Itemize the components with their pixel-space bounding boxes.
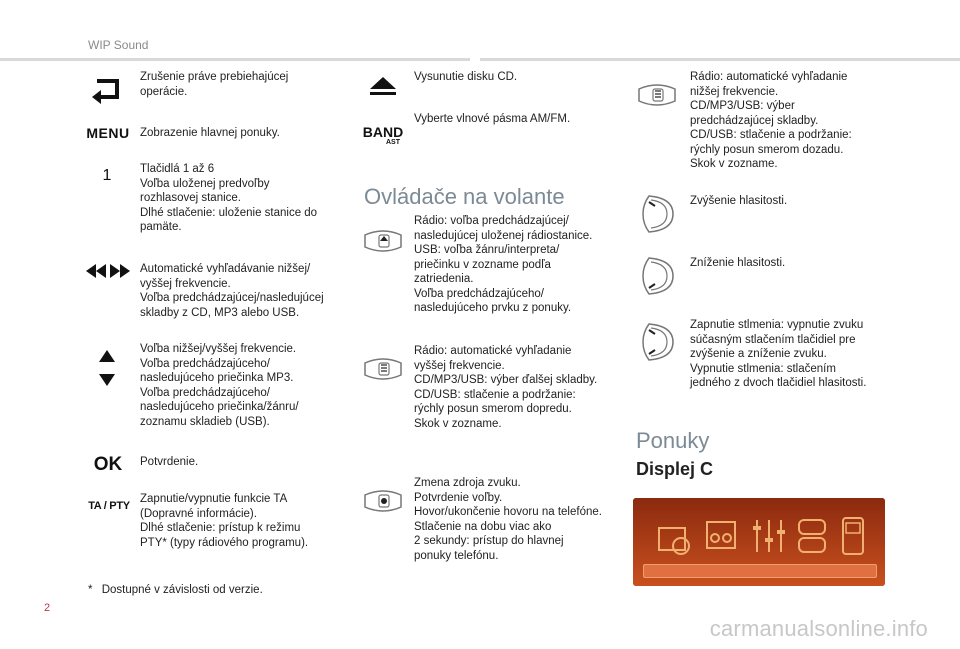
desc-ok: Potvrdenie.	[140, 456, 199, 468]
volume-down-control-icon	[639, 256, 677, 296]
icon-cell	[638, 322, 678, 362]
steering-control-wheel-down-icon	[635, 81, 679, 109]
header-divider-right	[480, 58, 960, 61]
footnote-marker: *	[88, 584, 93, 596]
watermark: carmanualsonline.info	[709, 616, 928, 641]
ok-button-icon: OK	[93, 454, 123, 475]
icon-cell	[98, 350, 116, 386]
display-c-screen	[633, 498, 885, 586]
mute-control-icon	[639, 322, 677, 362]
settings-gb-icon	[791, 514, 835, 558]
desc-cancel: Zrušenie práve prebiehajúcej operácie.	[140, 71, 289, 98]
desc-steering-wheel-up: Rádio: automatické vyhľadanie vyššej frekvencie. CD/MP3/USB: výber ďalšej skladby. CD/USB: stlačenie a podržanie: rýchly posun smerom dopredu. Skok v zozname.	[414, 345, 598, 430]
band-ast-button-icon	[360, 124, 406, 148]
band-label: BAND	[362, 124, 404, 140]
icon-cell	[368, 76, 398, 96]
icon-cell	[88, 74, 126, 106]
desc-volume-down: Zníženie hlasitosti.	[690, 257, 786, 269]
seek-left-right-icon	[86, 263, 130, 279]
icon-cell	[90, 454, 126, 476]
number-one-icon: 1	[102, 167, 112, 184]
icon-cell	[638, 256, 678, 296]
eject-icon	[370, 77, 396, 95]
icon-cell	[638, 194, 678, 234]
header-divider	[0, 58, 470, 61]
display-selection-bar	[643, 564, 877, 578]
back-arrow-icon	[89, 75, 125, 105]
icon-cell	[360, 486, 406, 516]
desc-steering-top: Rádio: voľba predchádzajúcej/ nasledujúcej uloženej rádiostanice. USB: voľba žánru/interpreta/ priečinku v zozname podľa zatriedenia. Voľba predchádzajúceho/ nasledujúceho prvku z ponuky.	[414, 215, 593, 314]
steering-control-wheel-up-icon	[361, 355, 405, 383]
music-cd-icon	[701, 514, 745, 558]
steering-control-end-button-icon	[361, 487, 405, 515]
page-number: 2	[44, 602, 51, 614]
desc-band: Vyberte vlnové pásma AM/FM.	[414, 113, 571, 125]
ta-pty-button-icon: TA / PTY	[88, 500, 130, 512]
header-label: WIP Sound	[88, 38, 149, 52]
icon-cell	[84, 498, 134, 514]
equalizer-icon	[747, 514, 791, 558]
desc-menu: Zobrazenie hlavnej ponuky.	[140, 127, 280, 139]
steering-control-top-icon	[361, 227, 405, 255]
desc-eject: Vysunutie disku CD.	[414, 71, 518, 83]
desc-steering-end: Zmena zdroja zvuku. Potvrdenie voľby. Hovor/ukončenie hovoru na telefóne. Stlačenie na dobu viac ako 2 sekundy: prístup do hlavnej ponuky telefónu.	[414, 477, 602, 562]
section-title-steering: Ovládače na volante	[364, 184, 565, 209]
footnote-text: Dostupné v závislosti od verzie.	[101, 584, 263, 596]
volume-up-control-icon	[639, 194, 677, 234]
desc-presets: Tlačidlá 1 až 6 Voľba uloženej predvoľby rozhlasovej stanice. Dlhé stlačenie: uloženie stanice do pamäte.	[140, 163, 318, 233]
desc-ta-pty: Zapnutie/vypnutie funkcie TA (Dopravné informácie). Dlhé stlačenie: prístup k režimu PTY* (typy rádiového programu).	[140, 493, 309, 549]
menu-button-icon: MENU	[86, 125, 130, 141]
icon-cell	[360, 226, 406, 256]
ast-label: AST	[386, 139, 400, 146]
desc-mute: Zapnutie stlmenia: vypnutie zvuku súčasným stlačením tlačidiel pre zvýšenie a zníženie zvuku. Vypnutie stlmenia: stlačením jedného z dvoch tlačidiel hlasitosti.	[690, 319, 867, 389]
desc-steering-wheel-down: Rádio: automatické vyhľadanie nižšej frekvencie. CD/MP3/USB: výber predchádzajúcej skladby. CD/USB: stlačenie a podržanie: rýchly posun smerom dozadu. Skok v zozname.	[690, 71, 852, 170]
display-c-title: Displej C	[636, 459, 714, 479]
section-title-menus: Ponuky	[636, 428, 710, 453]
desc-folders: Voľba nižšej/vyššej frekvencie. Voľba predchádzajúceho/ nasledujúceho priečinka MP3. Voľba predchádzajúceho/ nasledujúceho priečinka/žánru/ zoznamu skladieb (USB).	[140, 343, 299, 428]
phone-icon	[833, 514, 877, 558]
radio-media-icon	[655, 514, 699, 558]
icon-cell	[360, 354, 406, 384]
icon-cell	[86, 262, 130, 280]
icon-cell	[96, 166, 118, 186]
desc-seek: Automatické vyhľadávanie nižšej/ vyššej frekvencie. Voľba predchádzajúcej/nasledujúcej skladby z CD, MP3 alebo USB.	[140, 263, 324, 319]
icon-cell	[84, 124, 132, 142]
icon-cell	[634, 80, 680, 110]
desc-volume-up: Zvýšenie hlasitosti.	[690, 195, 788, 207]
up-down-arrows-icon	[99, 350, 115, 386]
footnote	[88, 584, 263, 596]
